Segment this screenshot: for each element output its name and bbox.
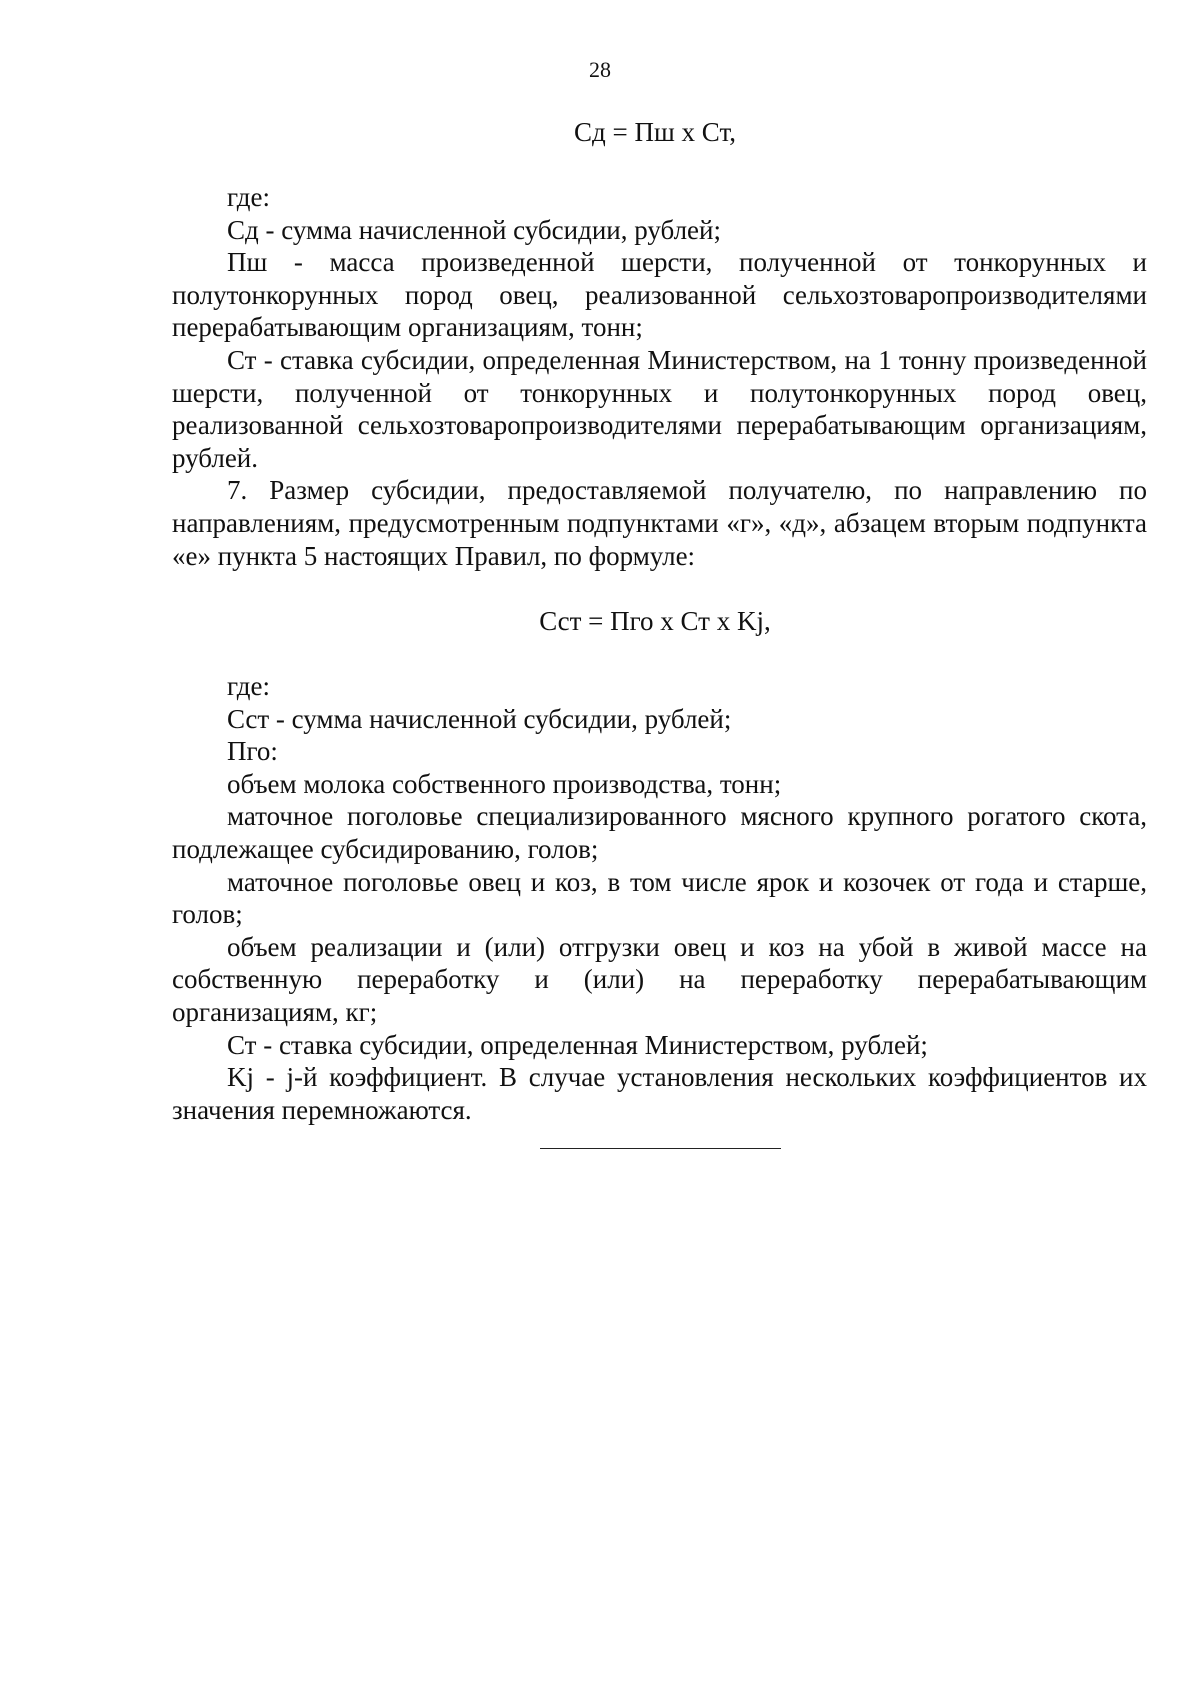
definition-item: объем молока собственного производства, тонн; [227, 768, 782, 799]
definition-item: Ст - ставка субсидии, определенная Министерством, на 1 тонну произведенной шерсти, полученной от тонкорунных и полутонкорунных пород овец, реализованной сельхозтоваропроизводителями перерабатывающим организациям, рублей. [172, 344, 1147, 473]
definition-item: объем реализации и (или) отгрузки овец и коз на убой в живой массе на собственную переработку и (или) на переработку перерабатывающим организациям, кг; [172, 931, 1147, 1027]
definition-item: Сст - сумма начисленной субсидии, рублей; [227, 703, 732, 734]
definition-item: Пш - масса произведенной шерсти, полученной от тонкорунных и полутонкорунных пород овец, реализованной сельхозтоваропроизводителями перерабатывающим организациям, тонн; [172, 247, 1147, 343]
formula-subsidy-livestock: Сст = Пго х Ст х Kj, [539, 606, 771, 636]
definition-item: маточное поголовье специализированного мясного крупного рогатого скота, подлежащее субсидированию, голов; [172, 801, 1147, 864]
end-divider-line [540, 1148, 781, 1149]
definitions-section-1 [172, 181, 1147, 572]
definitions-section-2 [172, 670, 1147, 1126]
definition-item: Пго: [227, 736, 278, 767]
clause-7: 7. Размер субсидии, предоставляемой получателю, по направлению по направлениям, предусмотренным подпунктами «г», «д», абзацем вторым подпункта «е» пункта 5 настоящих Правил, по формуле: [172, 475, 1147, 571]
page-number: 28 [589, 57, 611, 82]
where-label: где: [227, 182, 270, 212]
where-label: где: [227, 671, 270, 701]
definition-item: Ст - ставка субсидии, определенная Министерством, рублей; [227, 1029, 928, 1060]
formula-subsidy-wool: Сд = Пш х Ст, [574, 117, 736, 147]
definition-item: маточное поголовье овец и коз, в том числе ярок и козочек от года и старше, голов; [172, 866, 1147, 930]
definition-item: Kj - j-й коэффициент. В случае установления нескольких коэффициентов их значения перемножаются. [172, 1062, 1147, 1125]
definition-item: Сд - сумма начисленной субсидии, рублей; [227, 214, 721, 245]
